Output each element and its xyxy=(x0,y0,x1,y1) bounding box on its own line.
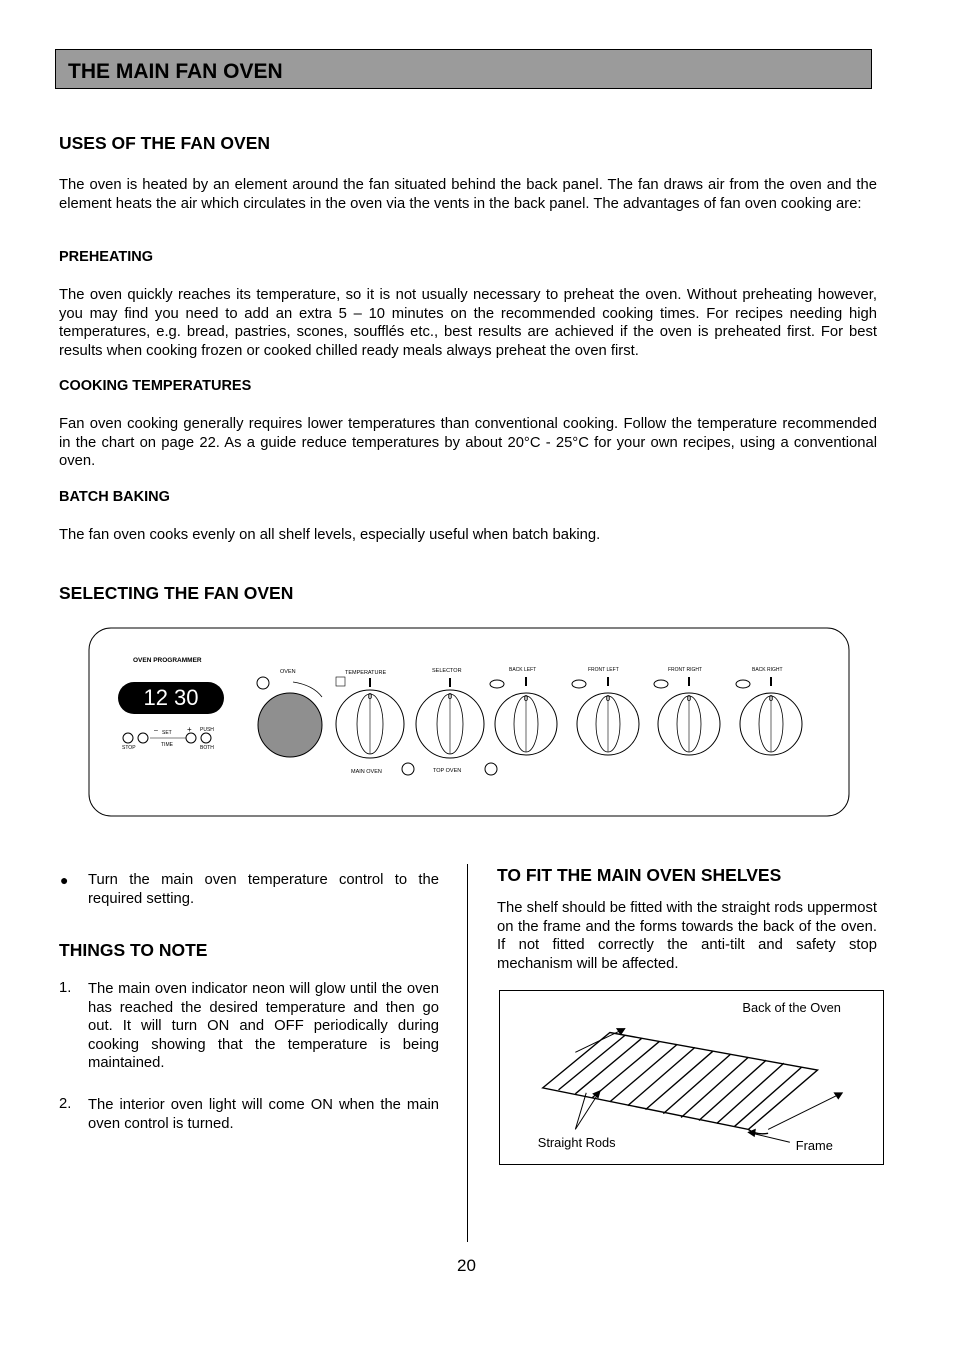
column-divider xyxy=(467,864,468,1242)
front-right-hob-icon xyxy=(654,680,668,688)
page-title-bar xyxy=(55,49,872,89)
back-left-hob-icon xyxy=(490,680,504,688)
batch-heading: BATCH BAKING xyxy=(59,489,170,505)
uses-intro: The oven is heated by an element around the fan situated behind the back panel. The fan draws air from the oven and the element heats the air which circulates in the oven via the vents in the back panel. The advantages of fan oven cooking are: xyxy=(59,177,877,212)
back-right-label: BACK RIGHT xyxy=(752,667,783,673)
uses-heading: USES OF THE FAN OVEN xyxy=(59,133,270,153)
minus-button[interactable] xyxy=(138,733,148,743)
back-left-zero-mark: 0 xyxy=(523,694,529,703)
bullet-icon: ● xyxy=(60,872,69,888)
frame-label: Frame xyxy=(795,1138,833,1154)
shelves-text: The shelf should be fitted with the straight rods uppermost on the frame and the forms towards the back of the oven. If not fitted correctly the anti-tilt and safety stop mechanism will be affected. xyxy=(497,900,877,972)
top-oven-label: TOP OVEN xyxy=(433,768,462,774)
batch-text: The fan oven cooks evenly on all shelf levels, especially useful when batch baking. xyxy=(59,527,601,543)
clock-time: 12 30 xyxy=(143,685,199,710)
temperature-zero-mark: 0 xyxy=(367,692,373,701)
preheating-text: The oven quickly reaches its temperature, so it is not usually necessary to preheat the oven. Without preheating however, you may find you need to add an extra 5 – 10 minutes on the recommended cooking times. For recipes needing high temperatures, e.g. bread, pastries, scones, soufflés etc., best results are achieved if the oven is preheated first. For best results when cooking frozen or cooked chilled ready meals always preheat the oven first. xyxy=(59,287,877,359)
programmer-label: OVEN PROGRAMMER xyxy=(133,657,202,664)
back-left-label: BACK LEFT xyxy=(509,667,537,673)
front-left-hob-icon xyxy=(572,680,586,688)
plus-button[interactable] xyxy=(186,733,196,743)
note-1-number: 1. xyxy=(59,980,72,996)
note-2-number: 2. xyxy=(59,1096,72,1112)
page-number: 20 xyxy=(457,1256,476,1275)
shelf-diagram xyxy=(499,990,884,1165)
oven-knob[interactable] xyxy=(258,693,322,757)
note-2-text: The interior oven light will come ON when the main oven control is turned. xyxy=(88,1097,439,1132)
main-oven-neon xyxy=(402,763,414,775)
control-panel-diagram xyxy=(88,627,850,817)
both-label: BOTH xyxy=(200,745,214,751)
push-label: PUSH xyxy=(200,727,214,733)
things-heading: THINGS TO NOTE xyxy=(59,940,208,960)
temperature-label: TEMPERATURE xyxy=(345,670,387,676)
selecting-heading: SELECTING THE FAN OVEN xyxy=(59,583,294,603)
back-of-oven-label: Back of the Oven xyxy=(742,999,841,1015)
main-oven-label: MAIN OVEN xyxy=(351,769,382,775)
front-right-zero-mark: 0 xyxy=(686,694,692,703)
thermometer-icon xyxy=(336,677,345,686)
front-right-label: FRONT RIGHT xyxy=(668,667,703,673)
selector-zero-mark: 0 xyxy=(447,692,453,701)
preheating-heading: PREHEATING xyxy=(59,249,153,265)
page-title: THE MAIN FAN OVEN xyxy=(68,60,283,83)
oven-label: OVEN xyxy=(280,669,296,675)
back-right-zero-mark: 0 xyxy=(768,694,774,703)
front-left-label: FRONT LEFT xyxy=(588,667,619,673)
shelves-heading: TO FIT THE MAIN OVEN SHELVES xyxy=(497,865,782,885)
top-oven-neon xyxy=(485,763,497,775)
cooking-temps-text: Fan oven cooking generally requires lower temperatures than conventional cooking. Follow the temperature recommended in the chart on page 22. As a guide reduce temperatures by about 20°C - 25°C for your own recipes, using a conventional oven. xyxy=(59,416,877,469)
note-1-text: The main oven indicator neon will glow until the oven has reached the desired temperature and then go out. It will turn ON and OFF periodically during cooking showing that the temperature is being maintained. xyxy=(88,981,439,1071)
plus-label: + xyxy=(187,725,192,734)
cooking-temps-heading: COOKING TEMPERATURES xyxy=(59,378,252,394)
straight-rods-label: Straight Rods xyxy=(537,1135,616,1151)
front-left-zero-mark: 0 xyxy=(605,694,611,703)
direction-arrows xyxy=(575,1029,842,1143)
set-label: SET xyxy=(162,730,172,736)
stop-button[interactable] xyxy=(123,733,133,743)
selecting-bullet-text: Turn the main oven temperature control to the required setting. xyxy=(88,872,439,907)
minus-label: – xyxy=(154,727,158,734)
push-button[interactable] xyxy=(201,733,211,743)
back-right-hob-icon xyxy=(736,680,750,688)
selector-label: SELECTOR xyxy=(432,668,462,674)
oven-light-icon xyxy=(257,677,269,689)
stop-label: STOP xyxy=(122,745,136,751)
time-label: TIME xyxy=(161,742,173,748)
